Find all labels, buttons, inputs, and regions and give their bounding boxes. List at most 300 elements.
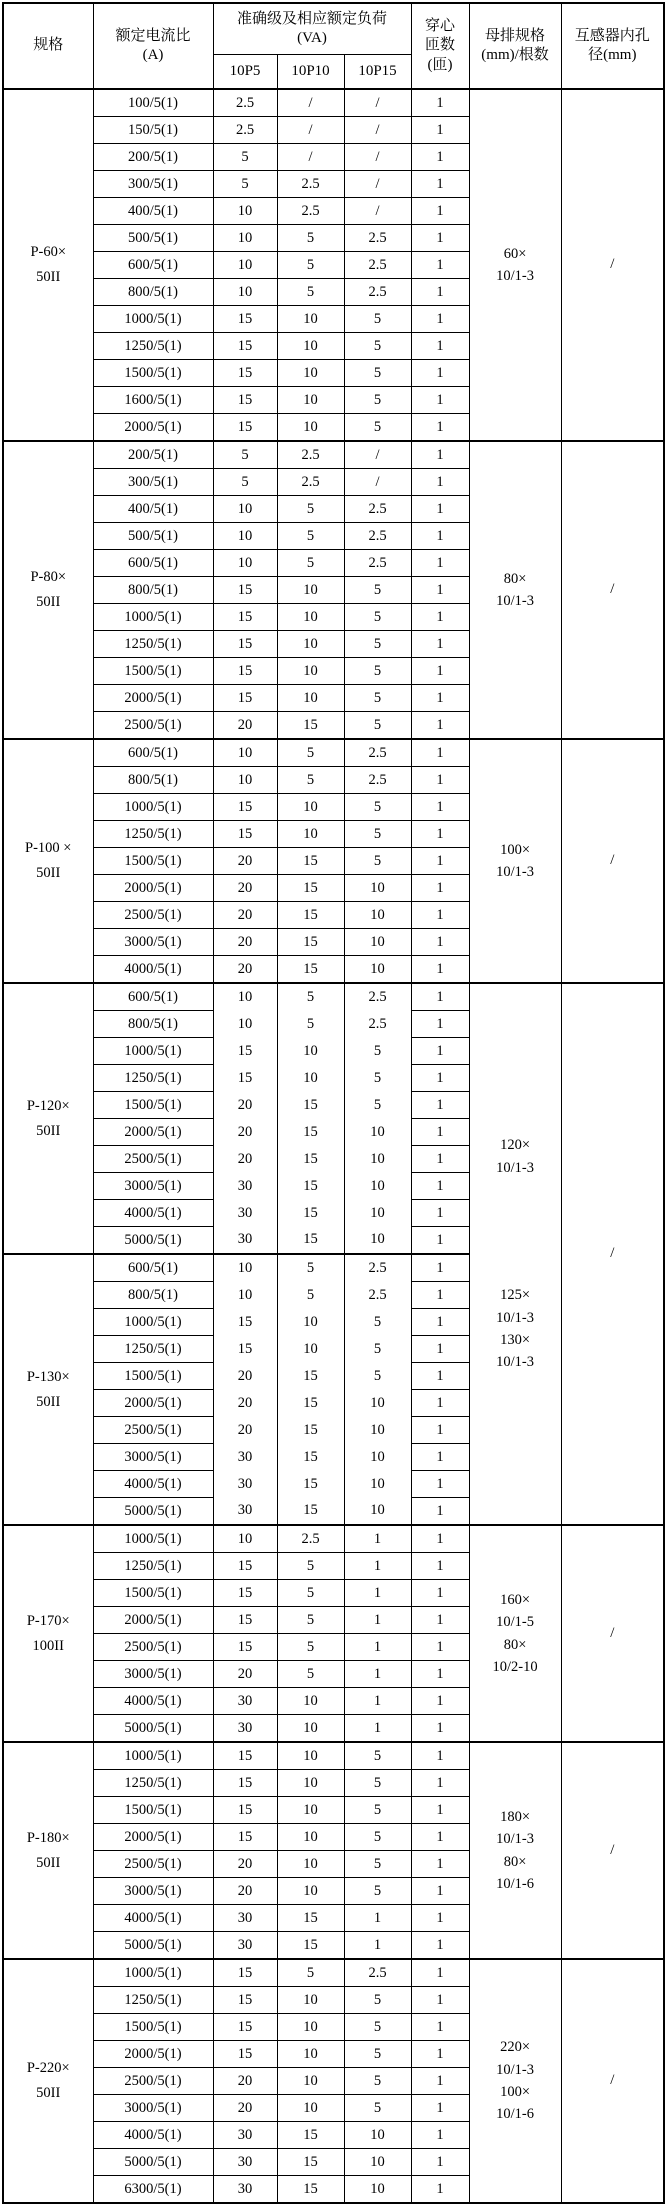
spec-cell: P-100 × 50II [3, 739, 93, 983]
va-10p5-cell: 2.5 [213, 117, 277, 144]
va-10p15-cell: 10 [344, 902, 411, 929]
col-header-busbar [469, 3, 561, 89]
turns-cell: 1 [411, 279, 469, 306]
va-10p5-cell: 10 [213, 496, 277, 523]
ratio-cell: 3000/5(1) [93, 2095, 213, 2122]
va-10p5-cell: 20 [213, 1417, 277, 1444]
ratio-cell: 1000/5(1) [93, 1309, 213, 1336]
va-10p10-cell: 10 [277, 1878, 344, 1905]
va-10p10-cell: 15 [277, 929, 344, 956]
va-10p10-cell: 2.5 [277, 469, 344, 496]
va-10p5-cell: 15 [213, 1987, 277, 2014]
turns-cell: 1 [411, 848, 469, 875]
va-10p10-cell: 10 [277, 1688, 344, 1715]
va-10p5-cell: 30 [213, 1932, 277, 1960]
va-10p10-cell: 15 [277, 1417, 344, 1444]
va-10p15-cell: 5 [344, 1878, 411, 1905]
va-10p10-cell: 15 [277, 1905, 344, 1932]
ratio-cell: 300/5(1) [93, 171, 213, 198]
va-10p10-cell: 15 [277, 1200, 344, 1227]
col-header-spec [3, 3, 93, 89]
col-header-turns-line1: 穿心 [425, 17, 456, 34]
turns-cell: 1 [411, 1363, 469, 1390]
ratio-cell: 600/5(1) [93, 550, 213, 577]
va-10p5-cell: 30 [213, 1498, 277, 1526]
va-10p5-cell: 10 [213, 767, 277, 794]
va-10p5-cell: 30 [213, 1471, 277, 1498]
va-10p5-cell: 15 [213, 794, 277, 821]
ratio-cell: 2000/5(1) [93, 1390, 213, 1417]
va-10p5-cell: 20 [213, 848, 277, 875]
ratio-cell: 4000/5(1) [93, 1471, 213, 1498]
turns-cell: 1 [411, 2095, 469, 2122]
header-row-top [3, 3, 664, 55]
va-10p15-cell: 5 [344, 821, 411, 848]
va-10p10-cell: 10 [277, 1742, 344, 1770]
ratio-cell: 3000/5(1) [93, 1444, 213, 1471]
va-10p10-cell: 15 [277, 2176, 344, 2204]
turns-cell: 1 [411, 1905, 469, 1932]
table-row [3, 1959, 664, 1987]
turns-cell: 1 [411, 550, 469, 577]
va-10p15-cell: 5 [344, 2041, 411, 2068]
va-10p15-cell: 5 [344, 2014, 411, 2041]
va-10p10-cell: 10 [277, 794, 344, 821]
va-10p10-cell: 10 [277, 1851, 344, 1878]
va-10p10-cell: 15 [277, 956, 344, 984]
va-10p5-cell: 20 [213, 2095, 277, 2122]
va-10p15-cell: 10 [344, 1200, 411, 1227]
turns-cell: 1 [411, 89, 469, 117]
bore-cell: / [561, 1742, 664, 1959]
va-10p10-cell: 10 [277, 306, 344, 333]
va-10p5-cell: 15 [213, 1607, 277, 1634]
va-10p5-cell: 15 [213, 1824, 277, 1851]
va-10p10-cell: 10 [277, 2014, 344, 2041]
va-10p10-cell: 10 [277, 387, 344, 414]
bore-cell: / [561, 441, 664, 739]
ratio-cell: 2000/5(1) [93, 685, 213, 712]
ratio-cell: 4000/5(1) [93, 1905, 213, 1932]
turns-cell: 1 [411, 225, 469, 252]
col-header-busbar-line1: 母排规格 [485, 27, 546, 44]
turns-cell: 1 [411, 1417, 469, 1444]
turns-cell: 1 [411, 387, 469, 414]
va-10p5-cell: 15 [213, 658, 277, 685]
ratio-cell: 1000/5(1) [93, 306, 213, 333]
va-10p10-cell: 10 [277, 2041, 344, 2068]
table-row [3, 1525, 664, 1553]
ratio-cell: 1500/5(1) [93, 848, 213, 875]
va-10p15-cell: 1 [344, 1932, 411, 1960]
ratio-cell: 150/5(1) [93, 117, 213, 144]
ratio-cell: 800/5(1) [93, 1011, 213, 1038]
va-10p10-cell: 5 [277, 1282, 344, 1309]
va-10p15-cell: 5 [344, 604, 411, 631]
turns-cell: 1 [411, 2068, 469, 2095]
va-10p15-cell: 1 [344, 1634, 411, 1661]
va-10p15-cell: 1 [344, 1905, 411, 1932]
turns-cell: 1 [411, 1553, 469, 1580]
spec-cell: P-80× 50II [3, 441, 93, 739]
turns-cell: 1 [411, 1336, 469, 1363]
ratio-cell: 500/5(1) [93, 225, 213, 252]
ratio-cell: 1500/5(1) [93, 1580, 213, 1607]
va-10p10-cell: 15 [277, 2149, 344, 2176]
va-10p5-cell: 5 [213, 469, 277, 496]
turns-cell: 1 [411, 360, 469, 387]
va-10p5-cell: 20 [213, 1363, 277, 1390]
ratio-cell: 800/5(1) [93, 577, 213, 604]
table-row [3, 983, 664, 1011]
col-header-bore-line1: 互感器内孔 [574, 27, 650, 44]
va-10p5-cell: 10 [213, 1282, 277, 1309]
ratio-cell: 100/5(1) [93, 89, 213, 117]
busbar-cell [469, 1742, 561, 1959]
busbar-cell [469, 441, 561, 739]
va-10p15-cell: 2.5 [344, 496, 411, 523]
ratio-cell: 5000/5(1) [93, 1932, 213, 1960]
va-10p10-cell: 2.5 [277, 1525, 344, 1553]
va-10p5-cell: 20 [213, 1092, 277, 1119]
va-10p5-cell: 10 [213, 225, 277, 252]
va-10p10-cell: 10 [277, 821, 344, 848]
va-10p10-cell: 10 [277, 1715, 344, 1743]
spec-cell: P-60× 50II [3, 89, 93, 441]
va-10p15-cell: 10 [344, 1498, 411, 1526]
va-10p15-cell: / [344, 89, 411, 117]
ratio-cell: 400/5(1) [93, 496, 213, 523]
turns-cell: 1 [411, 767, 469, 794]
va-10p15-cell: 10 [344, 1119, 411, 1146]
va-10p5-cell: 15 [213, 1309, 277, 1336]
turns-cell: 1 [411, 1309, 469, 1336]
busbar-cell [469, 89, 561, 441]
va-10p5-cell: 20 [213, 712, 277, 740]
turns-cell: 1 [411, 983, 469, 1011]
turns-cell: 1 [411, 1200, 469, 1227]
va-10p15-cell: 1 [344, 1525, 411, 1553]
va-10p10-cell: 10 [277, 333, 344, 360]
turns-cell: 1 [411, 1742, 469, 1770]
table-row [3, 1742, 664, 1770]
turns-cell: 1 [411, 1011, 469, 1038]
va-10p15-cell: 10 [344, 1227, 411, 1255]
va-10p15-cell: 10 [344, 1146, 411, 1173]
turns-cell: 1 [411, 1092, 469, 1119]
turns-cell: 1 [411, 1173, 469, 1200]
turns-cell: 1 [411, 171, 469, 198]
va-10p10-cell: 15 [277, 1146, 344, 1173]
ratio-cell: 3000/5(1) [93, 1878, 213, 1905]
ratio-cell: 3000/5(1) [93, 929, 213, 956]
turns-cell: 1 [411, 739, 469, 767]
va-10p5-cell: 15 [213, 2041, 277, 2068]
turns-cell: 1 [411, 604, 469, 631]
va-10p5-cell: 15 [213, 577, 277, 604]
ratio-cell: 4000/5(1) [93, 956, 213, 984]
va-10p15-cell: 2.5 [344, 279, 411, 306]
turns-cell: 1 [411, 712, 469, 740]
va-10p15-cell: / [344, 117, 411, 144]
busbar-spec-text: 120× 10/1-3 [496, 1137, 534, 1176]
ratio-cell: 1000/5(1) [93, 1525, 213, 1553]
va-10p15-cell: 10 [344, 1417, 411, 1444]
transformer-spec-table [2, 2, 665, 2204]
va-10p15-cell: 2.5 [344, 252, 411, 279]
turns-cell: 1 [411, 1065, 469, 1092]
va-10p5-cell: 30 [213, 1688, 277, 1715]
turns-cell: 1 [411, 1254, 469, 1282]
spec-cell: P-120× 50II [3, 983, 93, 1254]
va-10p5-cell: 2.5 [213, 89, 277, 117]
ratio-cell: 1250/5(1) [93, 1553, 213, 1580]
turns-cell: 1 [411, 1282, 469, 1309]
va-10p5-cell: 15 [213, 1038, 277, 1065]
ratio-cell: 1250/5(1) [93, 1987, 213, 2014]
va-10p10-cell: 15 [277, 902, 344, 929]
turns-cell: 1 [411, 1607, 469, 1634]
turns-cell: 1 [411, 1661, 469, 1688]
va-10p10-cell: 10 [277, 2068, 344, 2095]
va-10p15-cell: 10 [344, 956, 411, 984]
ratio-cell: 200/5(1) [93, 441, 213, 469]
ratio-cell: 1500/5(1) [93, 2014, 213, 2041]
va-10p10-cell: 10 [277, 2095, 344, 2122]
va-10p5-cell: 20 [213, 902, 277, 929]
va-10p10-cell: 10 [277, 658, 344, 685]
ratio-cell: 600/5(1) [93, 739, 213, 767]
turns-cell: 1 [411, 1227, 469, 1255]
col-header-turns-line2: 匝数 [425, 37, 456, 54]
va-10p15-cell: 5 [344, 387, 411, 414]
va-10p5-cell: 10 [213, 1525, 277, 1553]
ratio-cell: 5000/5(1) [93, 1498, 213, 1526]
ratio-cell: 2500/5(1) [93, 1146, 213, 1173]
va-10p15-cell: 10 [344, 2176, 411, 2204]
ratio-cell: 300/5(1) [93, 469, 213, 496]
bore-cell: / [561, 1525, 664, 1742]
turns-cell: 1 [411, 1797, 469, 1824]
va-10p10-cell: 10 [277, 1065, 344, 1092]
va-10p10-cell: 10 [277, 1797, 344, 1824]
va-10p5-cell: 10 [213, 252, 277, 279]
va-10p5-cell: 5 [213, 144, 277, 171]
va-10p15-cell: 2.5 [344, 767, 411, 794]
ratio-cell: 800/5(1) [93, 279, 213, 306]
ratio-cell: 2000/5(1) [93, 2041, 213, 2068]
va-10p5-cell: 15 [213, 1634, 277, 1661]
turns-cell: 1 [411, 1580, 469, 1607]
turns-cell: 1 [411, 2176, 469, 2204]
busbar-cell [469, 739, 561, 983]
va-10p15-cell: 1 [344, 1715, 411, 1743]
va-10p15-cell: 1 [344, 1607, 411, 1634]
va-10p10-cell: 15 [277, 1932, 344, 1960]
turns-cell: 1 [411, 658, 469, 685]
va-10p5-cell: 30 [213, 1200, 277, 1227]
va-10p10-cell: 15 [277, 848, 344, 875]
va-10p10-cell: 10 [277, 1336, 344, 1363]
turns-cell: 1 [411, 1444, 469, 1471]
busbar-spec-text: 160× 10/1-5 80× 10/2-10 [492, 1591, 538, 1675]
turns-cell: 1 [411, 929, 469, 956]
col-header-accuracy-line2: (VA) [297, 30, 327, 46]
va-10p10-cell: 5 [277, 1553, 344, 1580]
ratio-cell: 2000/5(1) [93, 875, 213, 902]
va-10p5-cell: 20 [213, 1390, 277, 1417]
va-10p15-cell: 2.5 [344, 1254, 411, 1282]
va-10p5-cell: 5 [213, 171, 277, 198]
col-header-ratio [93, 3, 213, 89]
va-10p15-cell: 10 [344, 1444, 411, 1471]
va-10p10-cell: / [277, 89, 344, 117]
turns-cell: 1 [411, 2149, 469, 2176]
va-10p15-cell: 2.5 [344, 225, 411, 252]
col-header-ratio-line2: (A) [142, 47, 164, 63]
va-10p10-cell: 5 [277, 279, 344, 306]
va-10p10-cell: 15 [277, 1092, 344, 1119]
ratio-cell: 4000/5(1) [93, 1688, 213, 1715]
va-10p10-cell: 10 [277, 685, 344, 712]
ratio-cell: 500/5(1) [93, 523, 213, 550]
turns-cell: 1 [411, 956, 469, 984]
turns-cell: 1 [411, 523, 469, 550]
va-10p15-cell: 2.5 [344, 983, 411, 1011]
col-header-busbar-line2: (mm)/根数 [481, 47, 549, 63]
va-10p15-cell: 5 [344, 1092, 411, 1119]
va-10p10-cell: 10 [277, 1038, 344, 1065]
va-10p15-cell: 5 [344, 1824, 411, 1851]
va-10p10-cell: 5 [277, 1254, 344, 1282]
turns-cell: 1 [411, 144, 469, 171]
va-10p5-cell: 20 [213, 1851, 277, 1878]
va-10p5-cell: 20 [213, 1661, 277, 1688]
table-row [3, 89, 664, 117]
va-10p10-cell: 10 [277, 360, 344, 387]
busbar-cell [469, 983, 561, 1525]
va-10p15-cell: / [344, 198, 411, 225]
col-header-turns [411, 3, 469, 89]
ratio-cell: 1250/5(1) [93, 333, 213, 360]
turns-cell: 1 [411, 469, 469, 496]
ratio-cell: 2000/5(1) [93, 1607, 213, 1634]
turns-cell: 1 [411, 821, 469, 848]
va-10p10-cell: 15 [277, 1390, 344, 1417]
va-10p15-cell: / [344, 144, 411, 171]
va-10p5-cell: 15 [213, 821, 277, 848]
va-10p15-cell: 5 [344, 658, 411, 685]
col-header-accuracy-group [213, 3, 411, 55]
va-10p15-cell: 1 [344, 1661, 411, 1688]
va-10p10-cell: 15 [277, 1444, 344, 1471]
va-10p15-cell: 10 [344, 929, 411, 956]
turns-cell: 1 [411, 685, 469, 712]
va-10p5-cell: 15 [213, 631, 277, 658]
va-10p5-cell: 30 [213, 1173, 277, 1200]
ratio-cell: 1250/5(1) [93, 1065, 213, 1092]
va-10p10-cell: 5 [277, 739, 344, 767]
turns-cell: 1 [411, 1932, 469, 1960]
spec-cell: P-220× 50II [3, 1959, 93, 2203]
va-10p15-cell: 5 [344, 1797, 411, 1824]
va-10p5-cell: 20 [213, 1146, 277, 1173]
va-10p5-cell: 15 [213, 1553, 277, 1580]
col-header-spec-label: 规格 [33, 37, 64, 54]
va-10p5-cell: 20 [213, 2068, 277, 2095]
va-10p5-cell: 30 [213, 2122, 277, 2149]
ratio-cell: 6300/5(1) [93, 2176, 213, 2204]
va-10p5-cell: 15 [213, 685, 277, 712]
ratio-cell: 1250/5(1) [93, 821, 213, 848]
va-10p10-cell: 10 [277, 1824, 344, 1851]
turns-cell: 1 [411, 1715, 469, 1743]
va-10p5-cell: 5 [213, 441, 277, 469]
va-10p5-cell: 30 [213, 2149, 277, 2176]
ratio-cell: 2000/5(1) [93, 414, 213, 442]
col-header-bore [561, 3, 664, 89]
turns-cell: 1 [411, 2041, 469, 2068]
col-header-turns-line3: (匝) [427, 56, 453, 73]
va-10p15-cell: 10 [344, 875, 411, 902]
va-10p5-cell: 15 [213, 1959, 277, 1987]
ratio-cell: 1250/5(1) [93, 631, 213, 658]
ratio-cell: 1500/5(1) [93, 1092, 213, 1119]
busbar-cell [469, 1525, 561, 1742]
va-10p15-cell: 5 [344, 794, 411, 821]
ratio-cell: 600/5(1) [93, 252, 213, 279]
va-10p10-cell: 15 [277, 875, 344, 902]
ratio-cell: 800/5(1) [93, 767, 213, 794]
ratio-cell: 800/5(1) [93, 1282, 213, 1309]
va-10p15-cell: 10 [344, 2122, 411, 2149]
va-10p10-cell: 5 [277, 1634, 344, 1661]
va-10p15-cell: 10 [344, 1390, 411, 1417]
turns-cell: 1 [411, 252, 469, 279]
table-header [3, 3, 664, 89]
busbar-spec-text: 80× 10/1-3 [496, 570, 534, 609]
va-10p10-cell: 5 [277, 1011, 344, 1038]
va-10p5-cell: 20 [213, 1119, 277, 1146]
va-10p5-cell: 20 [213, 929, 277, 956]
ratio-cell: 1250/5(1) [93, 1770, 213, 1797]
va-10p15-cell: 5 [344, 1851, 411, 1878]
va-10p5-cell: 20 [213, 956, 277, 984]
ratio-cell: 2500/5(1) [93, 1634, 213, 1661]
va-10p15-cell: 10 [344, 1173, 411, 1200]
col-header-10p15: 10P15 [344, 55, 411, 90]
va-10p5-cell: 20 [213, 1878, 277, 1905]
va-10p15-cell: 1 [344, 1553, 411, 1580]
turns-cell: 1 [411, 1471, 469, 1498]
busbar-spec-text: 180× 10/1-3 80× 10/1-6 [496, 1808, 534, 1892]
turns-cell: 1 [411, 631, 469, 658]
va-10p5-cell: 30 [213, 1905, 277, 1932]
turns-cell: 1 [411, 1119, 469, 1146]
turns-cell: 1 [411, 1878, 469, 1905]
turns-cell: 1 [411, 333, 469, 360]
va-10p10-cell: 10 [277, 604, 344, 631]
va-10p15-cell: 5 [344, 1742, 411, 1770]
va-10p5-cell: 10 [213, 279, 277, 306]
turns-cell: 1 [411, 2122, 469, 2149]
va-10p15-cell: 2.5 [344, 523, 411, 550]
spec-cell: P-130× 50II [3, 1254, 93, 1525]
spec-cell: P-180× 50II [3, 1742, 93, 1959]
busbar-spec-text: 100× 10/1-3 [496, 841, 534, 880]
va-10p15-cell: 5 [344, 712, 411, 740]
va-10p5-cell: 15 [213, 1580, 277, 1607]
